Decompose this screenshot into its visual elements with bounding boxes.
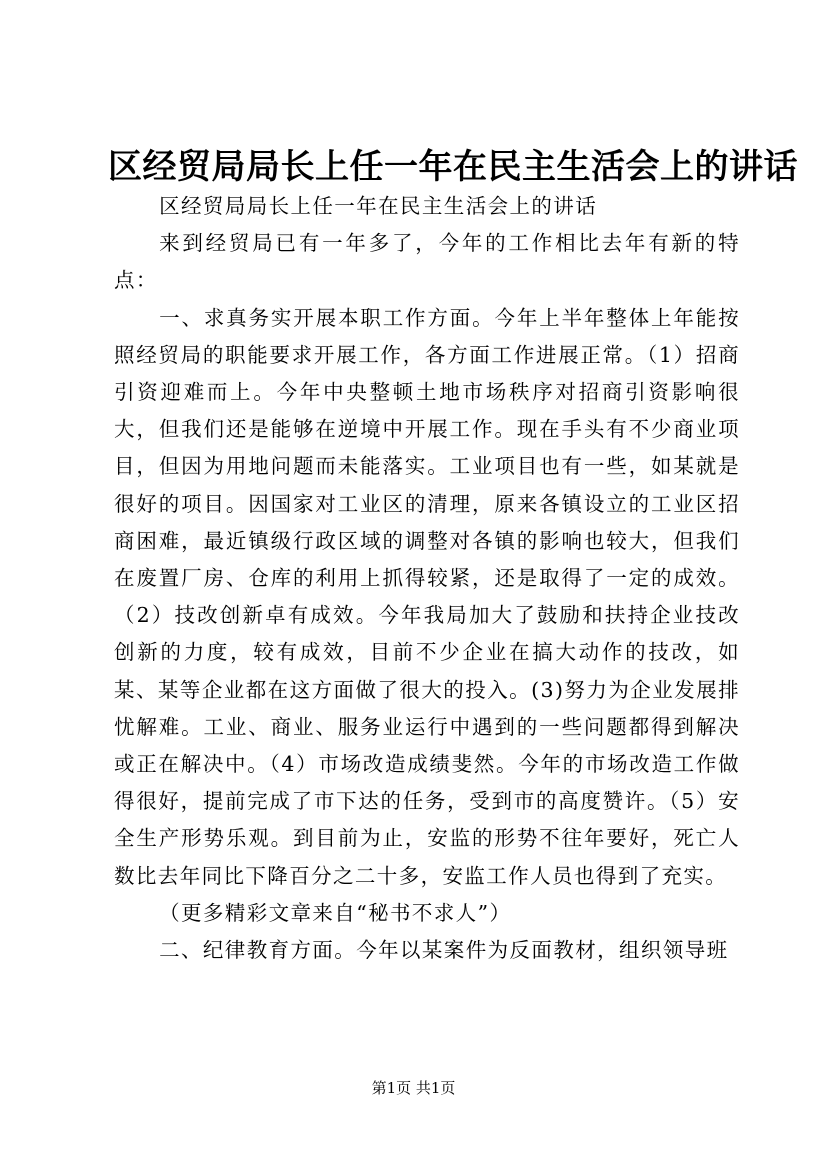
- paragraph-section-two: 二、纪律教育方面。今年以某案件为反面教材，组织领导班: [159, 938, 729, 963]
- paragraph-section-one: 一、求真务实开展本职工作方面。今年上半年整体上年能按照经贸局的职能要求开展工作，各方面工作进展正常。（1）招商引资迎难而上。今年中央整顿土地市场秩序对招商引资影响很大，但我们还是能够在逆境中开展工作。现在手头有不少商业项目，但因为用地问题而未能落实。工业项目也有一些，如某就是很好的项目。因国家对工业区的清理，原来各镇设立的工业区招商困难，最近镇级行政区域的调整对各镇的影响也较大，但我们在废置厂房、仓库的利用上抓得较紧，还是取得了一定的成效。（2）技改创新卓有成效。今年我局加大了鼓励和扶持企业技改创新的力度，较有成效，目前不少企业在搞大动作的技改，如某、某等企业都在这方面做了很大的投入。(3)努力为企业发展排忧解难。工业、商业、服务业运行中遇到的一些问题都得到解决或正在解决中。（4）市场改造成绩斐然。今年的市场改造工作做得很好，提前完成了市下达的任务，受到市的高度赞许。（5）安全生产形势乐观。到目前为止，安监的形势不往年要好，死亡人数比去年同比下降百分之二十多，安监工作人员也得到了充实。: [114, 305, 740, 888]
- paragraph-source-note: （更多精彩文章来自“秘书不求人”）: [159, 900, 512, 925]
- paragraph-subtitle: 区经贸局局长上任一年在民主生活会上的讲话: [159, 194, 598, 218]
- page-number-footer: 第1页 共1页: [371, 1079, 456, 1097]
- paragraph-intro: 来到经贸局已有一年多了，今年的工作相比去年有新的特点：: [114, 231, 740, 293]
- document-body: [114, 188, 740, 969]
- document-title: 区经贸局局长上任一年在民主生活会上的讲话: [108, 147, 798, 187]
